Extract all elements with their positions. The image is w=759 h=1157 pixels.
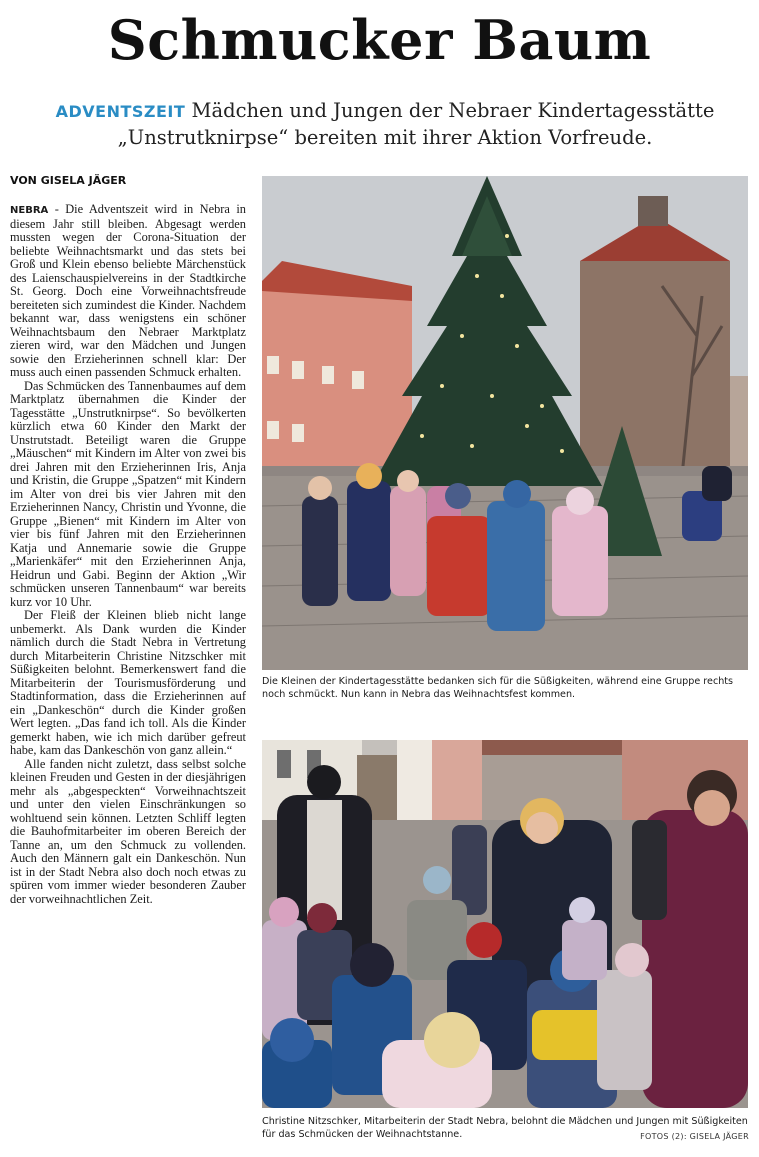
paragraph-text: - Die Adventszeit wird in Nebra in diesem Jahr still bleiben. Abgesagt werden mussten wegen der Corona-Situation der beliebte Weihnachtsmarkt und das stets bei Groß und Klein ebenso beliebte Märchenstück des Laienschauspielvereins in der Stadtkirche St. Georg. Doch eine Vorweihnachtsfreude bereiteten sich zumindest die Kinder. Nachdem bekannt war, dass wenigstens ein schöner Weihnachtsbaum den Nebraer Marktplatz zieren wird, war den Mädchen und Jungen sowie den Erzieherinnen schnell klar: Der muss auch einen passenden Schmuck erhalten. [10,203,246,379]
headline: Schmucker Baum [107,8,652,72]
dek [40,98,730,151]
photo-sweets-handout-image [262,740,748,1108]
article-body [10,203,246,1151]
dek-kicker: ADVENTSZEIT [55,102,186,121]
photo-sweets-handout [262,740,748,1108]
article-paragraph-1 [10,203,246,380]
article-paragraph-3: Der Fleiß der Kleinen blieb nicht lange unbemerkt. Als Dank wurden die Kinder nämlich durch die Stadt Nebra in Vertretung durch Mitarbeiterin Christine Nitzschker mit Süßigkeiten belohnt. Bemerkenswert fand die Mitarbeiterin der Tourismusförderung und Stadtinformation, dass die Erzieherinnen auf ein „Dankeschön“ durch die Kinder großen Wert legten. „Das fand ich toll. Als die Kinder gemerkt haben, wie ich mich darüber gefreut habe, kam das Dankeschön von ganz allein.“ [10,608,246,757]
photo1-caption: Die Kleinen der Kindertagesstätte bedanken sich für die Süßigkeiten, während eine Gruppe rechts noch schmückt. Nun kann in Nebra das Weihnachtsfest kommen. [262,676,734,700]
byline: VON GISELA JÄGER [10,174,127,187]
photo2-caption: Christine Nitzschker, Mitarbeiterin der Stadt Nebra, belohnt die Mädchen und Jungen mit Süßigkeiten für das Schmücken der Weihnachtstanne. [262,1116,748,1140]
dateline: NEBRA [10,205,49,216]
photo-christmas-tree [262,176,748,670]
article-paragraph-2: Das Schmücken des Tannenbaumes auf dem Marktplatz übernahmen die Kinder der Tagesstätte „Unstrutknirpse“. So bevölkerten kürzlich etwa 60 Kinder den Markt der Unstrutstadt. Beteiligt waren die Gruppe „Mäuschen“ mit Kindern im Alter von zwei bis drei Jahren mit den Erzieherinnen Iris, Anja und Kristin, die Gruppe „Spatzen“ mit Kindern im Alter von drei bis vier Jahren mit den Erzieherinnen Nancy, Christin und Yvonne, die Gruppe „Bienen“ mit Kindern im Alter von vier bis fünf Jahren mit den Erzieherinnen Katja und Annemarie sowie die Gruppe „Marienkäfer“ mit den Erzieherinnen Anja, Heidrun und Gabi. Beginn der Aktion „Wir schmücken unseren Tannenbaum“ war bereits kurz vor 10 Uhr. [10,378,246,609]
photo-christmas-tree-image [262,176,748,670]
dek-text: Mädchen und Jungen der Nebraer Kindertagesstätte „Unstrutknirpse“ bereiten mit ihrer Aktion Vorfreude. [117,99,715,149]
photo-credit: FOTOS (2): GISELA JÄGER [640,1132,749,1141]
article-paragraph-4: Alle fanden nicht zuletzt, dass selbst solche kleinen Freuden und Gesten in der diesjährigen mehr als „abgespeckten“ Vorweihnachtszeit und unter den vielen Einschränkungen so wohltuend sein können. Letzten Schliff legten die Bauhofmitarbeiter im oberen Bereich der Tanne an, um den Schmuck zu vollenden. Auch den Männern galt ein Dankeschön. Nun ist in der Stadt Nebra also doch noch etwas zu spüren vom immer wieder besonderen Zauber der vorweihnachtlichen Zeit. [10,756,246,906]
